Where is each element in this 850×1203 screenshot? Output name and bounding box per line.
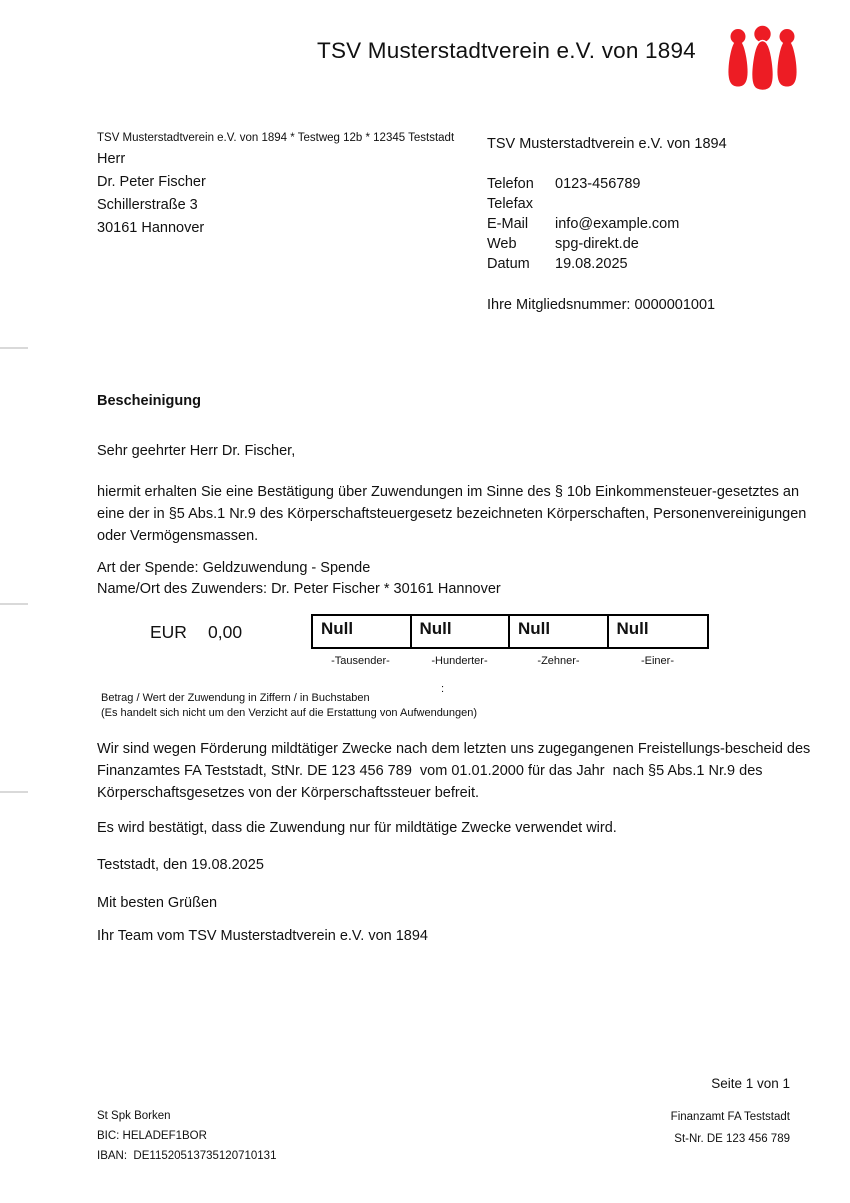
paragraph-intro: hiermit erhalten Sie eine Bestätigung über Zuwendungen im Sinne des § 10b Einkommensteuer-gesetztes an eine der in §5 Abs.1 Nr.9 des Körperschaftsteuergesetz bezeichneten Körperschaften, Personenvereinigungen oder Vermögensmassen.	[97, 484, 811, 544]
recipient-street: Schillerstraße 3	[97, 197, 198, 213]
contact-row-phone	[487, 174, 727, 194]
fold-mark-bottom	[0, 791, 28, 793]
footer-tax-block	[671, 1106, 790, 1150]
page-title: TSV Musterstadtverein e.V. von 1894	[317, 38, 696, 63]
web-value: spg-direkt.de	[555, 236, 639, 252]
page-number: Seite 1 von 1	[711, 1076, 790, 1091]
phone-label: Telefon	[487, 176, 534, 192]
closing-greeting: Mit besten Grüßen	[97, 895, 218, 911]
organization-name: TSV Musterstadtverein e.V. von 1894	[487, 136, 727, 152]
email-label: E-Mail	[487, 216, 529, 232]
contact-row-email	[487, 214, 727, 234]
currency-label: EUR	[150, 622, 187, 642]
fax-label: Telefax	[487, 196, 533, 212]
amount-word-ones: Null	[616, 619, 649, 638]
web-label: Web	[487, 236, 517, 252]
bank-bic: BIC: HELADEF1BOR	[97, 1130, 207, 1142]
membership-number: Ihre Mitgliedsnummer: 0000001001	[487, 297, 716, 313]
tax-number: St-Nr. DE 123 456 789	[674, 1133, 790, 1145]
fold-mark-top	[0, 347, 28, 349]
tax-office: Finanzamt FA Teststadt	[670, 1111, 790, 1123]
sender-return-line: TSV Musterstadtverein e.V. von 1894 * Testweg 12b * 12345 Teststadt	[97, 132, 455, 144]
bank-iban: IBAN: DE11520513735120710131	[97, 1150, 277, 1162]
paragraph-confirmation: Es wird bestätigt, dass die Zuwendung nur für mildtätige Zwecke verwendet wird.	[97, 820, 617, 836]
contact-row-web	[487, 234, 727, 254]
recipient-address	[97, 148, 206, 240]
document-heading: Bescheinigung	[97, 393, 201, 409]
amount-captions	[311, 655, 707, 667]
club-logo-icon	[723, 23, 803, 91]
salutation: Sehr geehrter Herr Dr. Fischer,	[97, 443, 296, 459]
amount-word-tens: Null	[510, 616, 609, 647]
contact-block	[487, 136, 727, 274]
contact-row-fax	[487, 194, 727, 214]
donor-line: Name/Ort des Zuwenders: Dr. Peter Fischer * 30161 Hannover	[97, 581, 501, 597]
email-value: info@example.com	[555, 216, 680, 232]
hole-punch-mark	[0, 603, 28, 605]
caption-ones: -Einer-	[640, 655, 674, 667]
caption-thousands: -Tausender-	[331, 655, 390, 667]
amount-word-thousands: Null	[313, 616, 412, 647]
caption-hundreds: -Hunderter-	[431, 655, 488, 667]
stray-colon-mark: :	[441, 683, 446, 695]
bank-name: St Spk Borken	[97, 1110, 171, 1122]
closing-team: Ihr Team vom TSV Musterstadtverein e.V. von 1894	[97, 928, 428, 944]
paragraph-tax-exemption: Wir sind wegen Förderung mildtätiger Zwecke nach dem letzten uns zugegangenen Freistellungs-bescheid des Finanzamtes FA Teststadt, StNr. DE 123 456 789 vom 01.01.2000 für das Jahr nach §5 Abs.1 Nr.9 des Körperschaftsgesetzes von der Körperschaftssteuer befreit.	[97, 741, 815, 801]
date-value: 19.08.2025	[555, 256, 628, 272]
recipient-city: 30161 Hannover	[97, 220, 205, 236]
phone-value: 0123-456789	[555, 176, 641, 192]
amount-in-figures: 0,00	[208, 622, 243, 642]
place-and-date: Teststadt, den 19.08.2025	[97, 857, 264, 873]
donation-type-line: Art der Spende: Geldzuwendung - Spende	[97, 560, 371, 576]
amount-word-hundreds: Null	[412, 616, 511, 647]
recipient-name: Dr. Peter Fischer	[97, 174, 206, 190]
amount-in-words-table	[311, 614, 709, 649]
amount-smallprint-line1: Betrag / Wert der Zuwendung in Ziffern / in Buchstaben	[101, 692, 370, 704]
date-label: Datum	[487, 256, 530, 272]
amount-smallprint-line2: (Es handelt sich nicht um den Verzicht auf die Erstattung von Aufwendungen)	[101, 707, 478, 719]
recipient-salutation-line: Herr	[97, 151, 126, 167]
caption-tens: -Zehner-	[537, 655, 580, 667]
contact-row-date	[487, 254, 727, 274]
footer-bank-block	[97, 1106, 276, 1166]
